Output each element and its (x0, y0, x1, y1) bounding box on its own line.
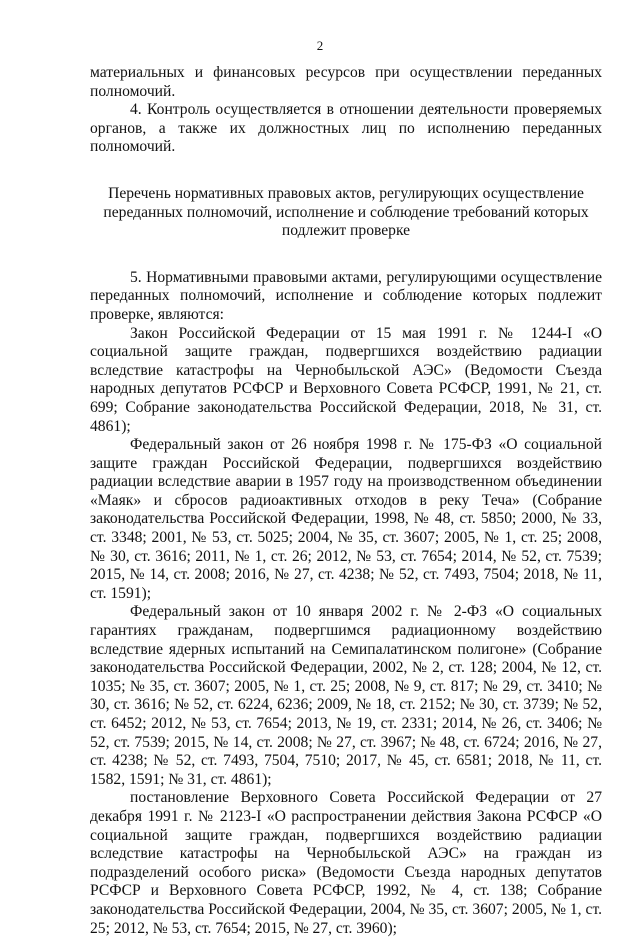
section-heading: Перечень нормативных правовых актов, регулирующих осуществление переданных полномочий, исполнение и соблюдение требований которых подлежит проверке (103, 184, 589, 240)
document-body (90, 64, 602, 938)
paragraph-item-5: 5. Нормативными правовыми актами, регулирующими осуществление переданных полномочий, исполнение и соблюдение которых подлежит проверке, являются: (90, 268, 602, 323)
act-law-2fz: Федеральный закон от 10 января 2002 г. № 2-ФЗ «О социальных гарантиях гражданам, подвергшимся радиационному воздействию вследствие ядерных испытаний на Семипалатинском полигоне» (Собрание законодательства Российской Федерации, 2002, № 2, ст. 128; 2004, № 12, ст. 1035; № 35, ст. 3607; 2005, № 1, ст. 25; 2008, № 9, ст. 817; № 29, ст. 3410; № 30, ст. 3616; № 52, ст. 6224, 6236; 2009, № 18, ст. 2152; № 30, ст. 3739; № 52, ст. 6452; 2012, № 53, ст. 7654; 2013, № 19, ст. 2331; 2014, № 26, ст. 3406; № 52, ст. 7539; 2015, № 14, ст. 2008; № 27, ст. 3967; № 48, ст. 6724; 2016, № 27, ст. 4238; № 52, ст. 7493, 7504, 7510; 2017, № 45, ст. 6581; 2018, № 11, ст. 1582, 1591; № 31, ст. 4861); (90, 603, 602, 788)
act-law-175fz: Федеральный закон от 26 ноября 1998 г. № 175-ФЗ «О социальной защите граждан Российской Федерации, подвергшихся воздействию радиации вследствие аварии в 1957 году на производственном объединении «Маяк» и сбросов радиоактивных отходов в реку Теча» (Собрание законодательства Российской Федерации, 1998, № 48, ст. 5850; 2000, № 33, ст. 3348; 2001, № 53, ст. 5025; 2004, № 35, ст. 3607; 2005, № 1, ст. 25; 2008, № 30, ст. 3616; 2011, № 1, ст. 26; 2012, № 53, ст. 7654; 2014, № 52, ст. 7539; 2015, № 14, ст. 2008; 2016, № 27, ст. 4238; № 52, ст. 7493, 7504; 2018, № 11, ст. 1591); (90, 436, 602, 602)
act-law-1244: Закон Российской Федерации от 15 мая 1991 г. № 1244-I «О социальной защите граждан, подвергшихся воздействию радиации вследствие катастрофы на Чернобыльской АЭС» (Ведомости Съезда народных депутатов РСФСР и Верховного Совета РСФСР, 1991, № 21, ст. 699; Собрание законодательства Российской Федерации, 2018, № 31, ст. 4861); (90, 324, 602, 435)
act-resolution-2123: постановление Верховного Совета Российской Федерации от 27 декабря 1991 г. № 2123-I «О распространении действия Закона РСФСР «О социальной защите граждан, подвергшихся воздействию радиации вследствие катастрофы на Чернобыльской АЭС» на граждан из подразделений особого риска» (Ведомости Съезда народных депутатов РСФСР и Верховного Совета РСФСР, 1992, № 4, ст. 138; Собрание законодательства Российской Федерации, 2004, № 35, ст. 3607; 2005, № 1, ст. 25; 2012, № 53, ст. 7654; 2015, № 27, ст. 3960); (90, 789, 602, 937)
paragraph-continuation: материальных и финансовых ресурсов при осуществлении переданных полномочий. (90, 64, 602, 100)
page-number: 2 (316, 38, 324, 53)
paragraph-item-4: 4. Контроль осуществляется в отношении деятельности проверяемых органов, а также их должностных лиц по исполнению переданных полномочий. (90, 101, 602, 156)
